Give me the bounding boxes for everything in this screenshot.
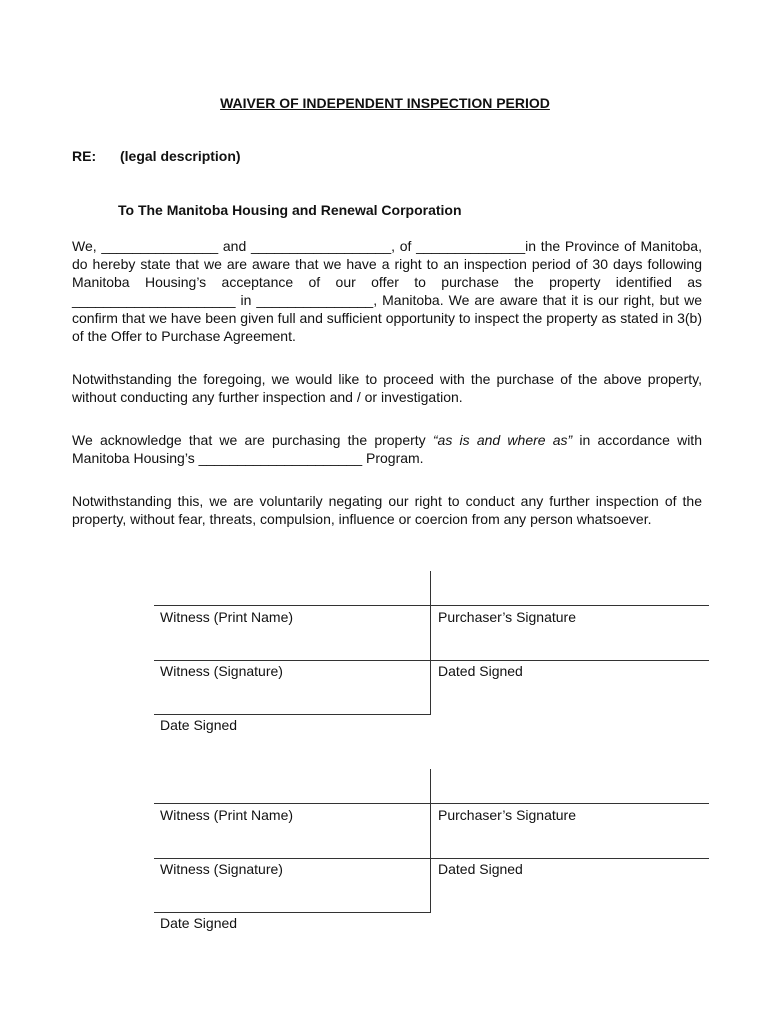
purchaser-signature-label: Purchaser’s Signature: [438, 609, 577, 625]
paragraph-awareness: We, _______________ and __________________, of ______________in the Province of Manitoba, do hereby state that we are aware that we have a right to an inspection period of 30 days following Manitoba Housing’s acceptance of our offer to purchase the property identified as _____________________ in _______________, Manitoba. We are aware that it is our right, but we confirm that we have been given full and sufficient opportunity to inspect the property as stated in 3(b) of the Offer to Purchase Agreement.: [72, 238, 702, 344]
dated-signed-label: Dated Signed: [438, 663, 523, 679]
signature-line: [154, 912, 431, 913]
date-signed-label: Date Signed: [160, 717, 238, 733]
signature-line: [154, 605, 709, 606]
signature-line: [154, 660, 709, 661]
dated-signed-label: Dated Signed: [438, 861, 523, 877]
date-signed-label: Date Signed: [160, 915, 238, 931]
witness-print-name-label: Witness (Print Name): [160, 807, 294, 823]
as-is-phrase: “as is and where as”: [432, 432, 573, 448]
signature-divider: [430, 769, 431, 913]
signature-divider: [430, 571, 431, 715]
paragraph-negating: Notwithstanding this, we are voluntarily negating our right to conduct any further inspection of the property, without fear, threats, compulsion, influence or coercion from any person whatsoever.: [72, 493, 702, 527]
re-label: RE:: [72, 148, 97, 164]
addressee: To The Manitoba Housing and Renewal Corporation: [118, 202, 462, 218]
document-title: WAIVER OF INDEPENDENT INSPECTION PERIOD: [220, 95, 550, 111]
purchaser-signature-label: Purchaser’s Signature: [438, 807, 577, 823]
signature-line: [154, 714, 431, 715]
witness-signature-label: Witness (Signature): [160, 663, 283, 679]
paragraph-as-is-start: We acknowledge that we are purchasing the property: [72, 432, 433, 448]
legal-description-label: (legal description): [120, 148, 241, 164]
witness-print-name-label: Witness (Print Name): [160, 609, 294, 625]
signature-line: [154, 858, 709, 859]
signature-line: [154, 803, 709, 804]
paragraph-proceed: Notwithstanding the foregoing, we would like to proceed with the purchase of the above property, without conducting any further inspection and / or investigation.: [72, 371, 702, 405]
paragraph-as-is-end: in accordance with Manitoba Housing’s _____________________ Program.: [72, 432, 702, 466]
witness-signature-label: Witness (Signature): [160, 861, 283, 877]
paragraph-as-is: [72, 431, 702, 467]
